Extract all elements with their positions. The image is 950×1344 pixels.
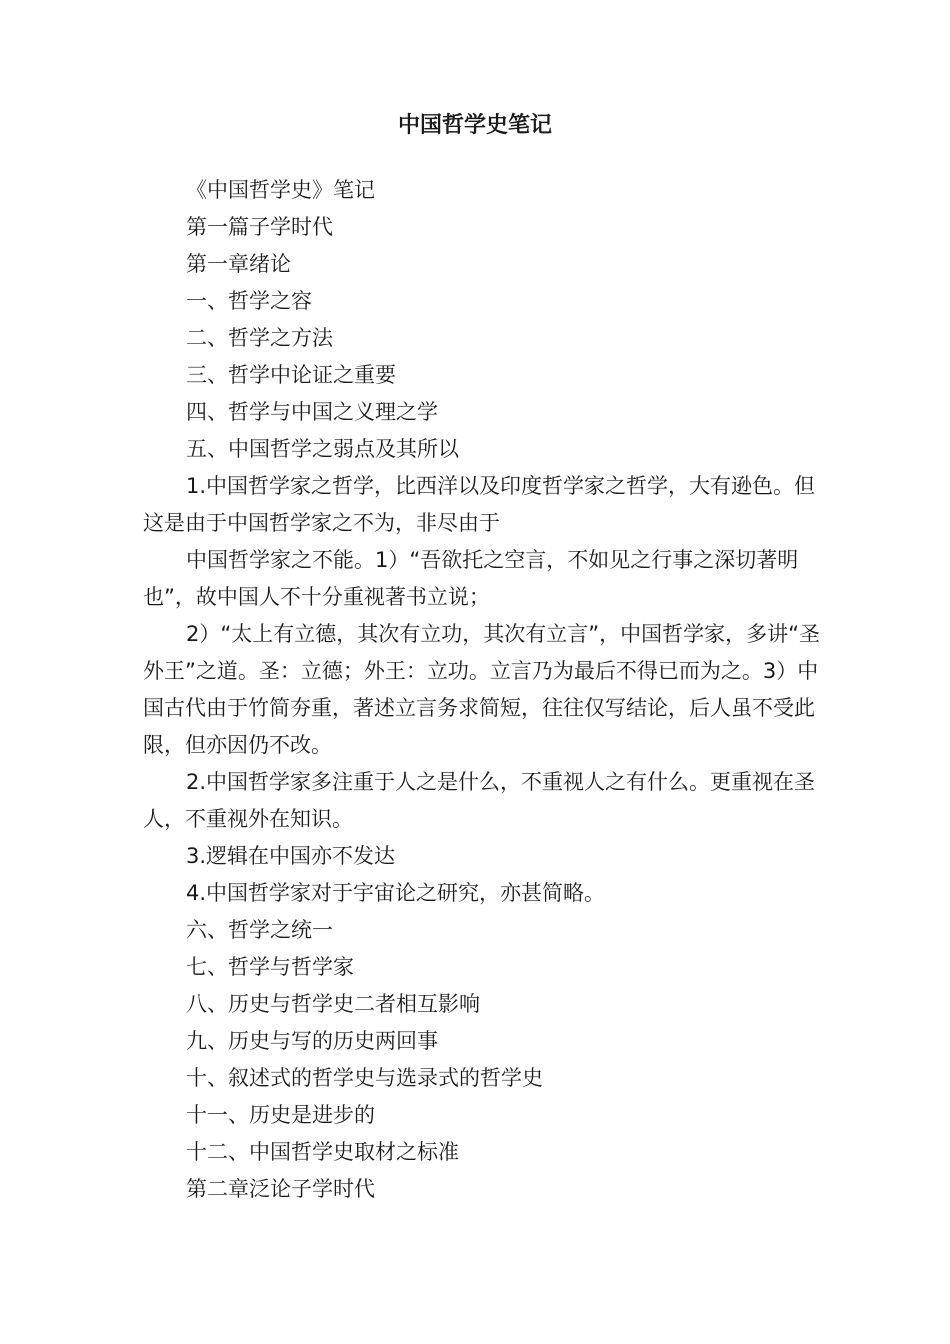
section-heading: 八、历史与哲学史二者相互影响 xyxy=(186,992,480,1016)
section-heading: 三、哲学中论证之重要 xyxy=(186,363,396,387)
body-paragraph: 4.中国哲学家对于宇宙论之研究，亦甚简略。 xyxy=(186,881,606,905)
paragraph-book-title: 《中国哲学史》笔记 xyxy=(186,178,375,202)
section-heading: 九、历史与写的历史两回事 xyxy=(186,1029,438,1053)
body-paragraph: 2）“太上有立德，其次有立功，其次有立言”，中国哲学家，多讲“圣外王”之道。圣：立德；外王：立功。立言乃为最后不得已而为之。3）中国古代由于竹简夯重，著述立言务求简短，往往仅写结论，后人虽不受此限，但亦因仍不改。 xyxy=(143,622,820,757)
document-body xyxy=(143,172,828,1208)
section-heading: 十二、中国哲学史取材之标准 xyxy=(186,1140,459,1164)
section-heading: 一、哲学之容 xyxy=(186,289,312,313)
body-paragraph: 中国哲学家之不能。1）“吾欲托之空言，不如见之行事之深切著明也”，故中国人不十分重视著书立说； xyxy=(143,548,799,609)
section-heading: 五、中国哲学之弱点及其所以 xyxy=(186,437,459,461)
section-heading: 四、哲学与中国之义理之学 xyxy=(186,400,438,424)
document-title: 中国哲学史笔记 xyxy=(397,113,552,138)
section-heading: 十一、历史是进步的 xyxy=(186,1103,375,1127)
paragraph-part-heading: 第一篇子学时代 xyxy=(186,215,333,239)
body-paragraph: 1.中国哲学家之哲学，比西洋以及印度哲学家之哲学，大有逊色。但这是由于中国哲学家之不为，非尽由于 xyxy=(143,474,816,535)
paragraph-chapter-heading: 第二章泛论子学时代 xyxy=(186,1177,375,1201)
body-paragraph: 2.中国哲学家多注重于人之是什么，不重视人之有什么。更重视在圣人，不重视外在知识。 xyxy=(143,770,816,831)
section-heading: 六、哲学之统一 xyxy=(186,918,333,942)
section-heading: 十、叙述式的哲学史与选录式的哲学史 xyxy=(186,1066,543,1090)
section-heading: 七、哲学与哲学家 xyxy=(186,955,354,979)
paragraph-chapter-heading: 第一章绪论 xyxy=(186,252,291,276)
section-heading: 二、哲学之方法 xyxy=(186,326,333,350)
body-paragraph: 3.逻辑在中国亦不发达 xyxy=(186,844,396,868)
